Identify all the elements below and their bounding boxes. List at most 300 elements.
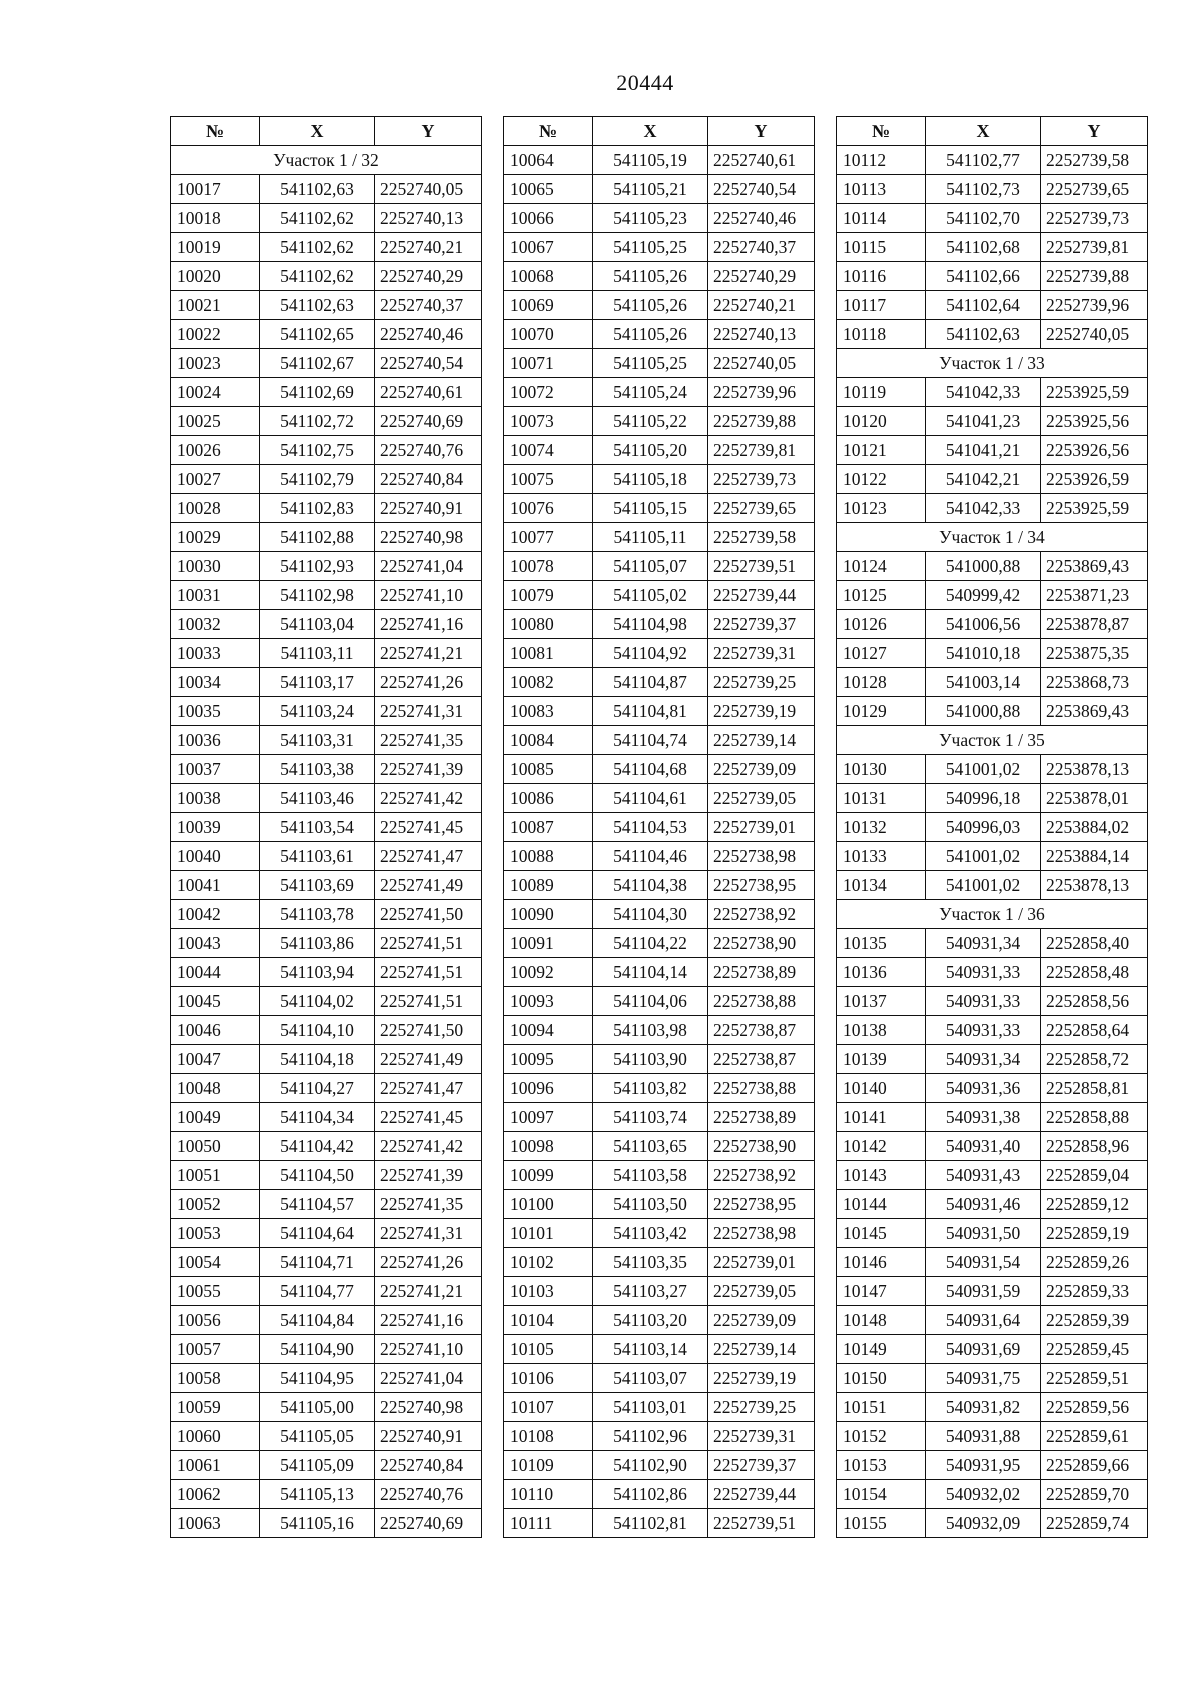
x-coordinate-cell: 541103,35 [593,1248,708,1277]
point-number-cell: 10121 [837,436,926,465]
section-title: Участок 1 / 34 [837,523,1148,552]
y-coordinate-cell: 2252741,45 [375,1103,482,1132]
table-row [837,813,1148,842]
table-row [504,958,815,987]
y-coordinate-cell: 2252741,21 [375,639,482,668]
point-number-cell: 10139 [837,1045,926,1074]
point-number-cell: 10089 [504,871,593,900]
x-coordinate-cell: 541103,50 [593,1190,708,1219]
y-coordinate-cell: 2252739,05 [708,784,815,813]
point-number-cell: 10103 [504,1277,593,1306]
point-number-cell: 10074 [504,436,593,465]
table-row [837,958,1148,987]
table-row [837,1335,1148,1364]
y-coordinate-cell: 2252739,44 [708,581,815,610]
table-row [504,842,815,871]
y-coordinate-cell: 2252740,54 [708,175,815,204]
y-coordinate-cell: 2253878,87 [1041,610,1148,639]
y-coordinate-cell: 2252859,33 [1041,1277,1148,1306]
y-coordinate-cell: 2252739,01 [708,813,815,842]
x-coordinate-cell: 541102,96 [593,1422,708,1451]
x-coordinate-cell: 541104,02 [260,987,375,1016]
point-number-cell: 10040 [171,842,260,871]
table-row [837,1306,1148,1335]
point-number-cell: 10118 [837,320,926,349]
header-y: Y [708,117,815,146]
x-coordinate-cell: 541102,93 [260,552,375,581]
x-coordinate-cell: 541104,57 [260,1190,375,1219]
point-number-cell: 10027 [171,465,260,494]
point-number-cell: 10100 [504,1190,593,1219]
y-coordinate-cell: 2253878,13 [1041,755,1148,784]
x-coordinate-cell: 541102,72 [260,407,375,436]
y-coordinate-cell: 2252741,26 [375,1248,482,1277]
y-coordinate-cell: 2252741,50 [375,1016,482,1045]
x-coordinate-cell: 541105,02 [593,581,708,610]
x-coordinate-cell: 541103,90 [593,1045,708,1074]
x-coordinate-cell: 541105,26 [593,291,708,320]
y-coordinate-cell: 2252738,89 [708,1103,815,1132]
y-coordinate-cell: 2252740,13 [708,320,815,349]
table-row [504,1393,815,1422]
table-row [837,146,1148,175]
header-x: X [593,117,708,146]
x-coordinate-cell: 540931,54 [926,1248,1041,1277]
y-coordinate-cell: 2252739,01 [708,1248,815,1277]
y-coordinate-cell: 2252740,84 [375,465,482,494]
y-coordinate-cell: 2252738,95 [708,1190,815,1219]
y-coordinate-cell: 2253925,59 [1041,378,1148,407]
y-coordinate-cell: 2252741,31 [375,697,482,726]
x-coordinate-cell: 541104,22 [593,929,708,958]
y-coordinate-cell: 2252740,61 [375,378,482,407]
point-number-cell: 10135 [837,929,926,958]
x-coordinate-cell: 541103,69 [260,871,375,900]
point-number-cell: 10060 [171,1422,260,1451]
point-number-cell: 10041 [171,871,260,900]
point-number-cell: 10084 [504,726,593,755]
x-coordinate-cell: 541105,22 [593,407,708,436]
point-number-cell: 10057 [171,1335,260,1364]
point-number-cell: 10069 [504,291,593,320]
y-coordinate-cell: 2253868,73 [1041,668,1148,697]
x-coordinate-cell: 541103,98 [593,1016,708,1045]
table-row [837,378,1148,407]
y-coordinate-cell: 2252859,66 [1041,1451,1148,1480]
table-row [171,1451,482,1480]
table-row [504,1451,815,1480]
x-coordinate-cell: 541103,31 [260,726,375,755]
table-row [837,1480,1148,1509]
y-coordinate-cell: 2252741,45 [375,813,482,842]
y-coordinate-cell: 2252741,26 [375,668,482,697]
point-number-cell: 10021 [171,291,260,320]
x-coordinate-cell: 541103,42 [593,1219,708,1248]
x-coordinate-cell: 540931,34 [926,1045,1041,1074]
y-coordinate-cell: 2252858,56 [1041,987,1148,1016]
x-coordinate-cell: 540931,34 [926,929,1041,958]
y-coordinate-cell: 2252859,12 [1041,1190,1148,1219]
point-number-cell: 10109 [504,1451,593,1480]
table-row [504,407,815,436]
y-coordinate-cell: 2252739,51 [708,552,815,581]
x-coordinate-cell: 541041,21 [926,436,1041,465]
x-coordinate-cell: 541042,21 [926,465,1041,494]
table-row [504,871,815,900]
x-coordinate-cell: 541104,14 [593,958,708,987]
header-y: Y [1041,117,1148,146]
x-coordinate-cell: 541104,95 [260,1364,375,1393]
y-coordinate-cell: 2252740,05 [375,175,482,204]
table-row [171,175,482,204]
x-coordinate-cell: 541103,78 [260,900,375,929]
y-coordinate-cell: 2252741,51 [375,958,482,987]
point-number-cell: 10143 [837,1161,926,1190]
section-title: Участок 1 / 32 [171,146,482,175]
y-coordinate-cell: 2252858,40 [1041,929,1148,958]
coordinates-table-1 [170,116,482,1538]
y-coordinate-cell: 2252739,65 [1041,175,1148,204]
y-coordinate-cell: 2252740,54 [375,349,482,378]
header-number: № [171,117,260,146]
point-number-cell: 10067 [504,233,593,262]
table-row [504,1074,815,1103]
section-row [837,523,1148,552]
table-row [837,1422,1148,1451]
table-row [504,784,815,813]
point-number-cell: 10107 [504,1393,593,1422]
table-row [504,378,815,407]
x-coordinate-cell: 540932,02 [926,1480,1041,1509]
point-number-cell: 10066 [504,204,593,233]
point-number-cell: 10071 [504,349,593,378]
x-coordinate-cell: 541103,11 [260,639,375,668]
table-header-row [504,117,815,146]
x-coordinate-cell: 541105,15 [593,494,708,523]
y-coordinate-cell: 2252858,72 [1041,1045,1148,1074]
table-row [171,1422,482,1451]
point-number-cell: 10022 [171,320,260,349]
y-coordinate-cell: 2253875,35 [1041,639,1148,668]
y-coordinate-cell: 2252739,81 [708,436,815,465]
point-number-cell: 10018 [171,204,260,233]
x-coordinate-cell: 541102,88 [260,523,375,552]
point-number-cell: 10153 [837,1451,926,1480]
point-number-cell: 10080 [504,610,593,639]
y-coordinate-cell: 2252739,31 [708,1422,815,1451]
point-number-cell: 10076 [504,494,593,523]
y-coordinate-cell: 2253926,59 [1041,465,1148,494]
y-coordinate-cell: 2252741,35 [375,1190,482,1219]
point-number-cell: 10039 [171,813,260,842]
x-coordinate-cell: 541105,26 [593,320,708,349]
table-row [504,204,815,233]
table-row [837,1074,1148,1103]
y-coordinate-cell: 2252741,49 [375,1045,482,1074]
y-coordinate-cell: 2252739,05 [708,1277,815,1306]
x-coordinate-cell: 541102,63 [926,320,1041,349]
point-number-cell: 10024 [171,378,260,407]
table-row [504,900,815,929]
point-number-cell: 10128 [837,668,926,697]
table-row [504,726,815,755]
y-coordinate-cell: 2253871,23 [1041,581,1148,610]
section-row [837,726,1148,755]
table-row [504,262,815,291]
y-coordinate-cell: 2252739,96 [708,378,815,407]
header-x: X [926,117,1041,146]
table-row [171,726,482,755]
table-row [504,1219,815,1248]
y-coordinate-cell: 2252739,96 [1041,291,1148,320]
table-row [504,581,815,610]
y-coordinate-cell: 2252740,61 [708,146,815,175]
table-row [837,320,1148,349]
x-coordinate-cell: 541001,02 [926,755,1041,784]
x-coordinate-cell: 541102,67 [260,349,375,378]
point-number-cell: 10019 [171,233,260,262]
point-number-cell: 10113 [837,175,926,204]
x-coordinate-cell: 541105,25 [593,349,708,378]
table-row [504,1190,815,1219]
y-coordinate-cell: 2252741,31 [375,1219,482,1248]
table-row [171,697,482,726]
point-number-cell: 10120 [837,407,926,436]
x-coordinate-cell: 541105,18 [593,465,708,494]
y-coordinate-cell: 2252859,26 [1041,1248,1148,1277]
y-coordinate-cell: 2252739,88 [1041,262,1148,291]
y-coordinate-cell: 2252741,51 [375,929,482,958]
point-number-cell: 10146 [837,1248,926,1277]
table-row [504,1161,815,1190]
point-number-cell: 10053 [171,1219,260,1248]
y-coordinate-cell: 2252739,25 [708,1393,815,1422]
x-coordinate-cell: 541104,81 [593,697,708,726]
point-number-cell: 10058 [171,1364,260,1393]
x-coordinate-cell: 541102,62 [260,233,375,262]
point-number-cell: 10140 [837,1074,926,1103]
table-row [171,1045,482,1074]
point-number-cell: 10141 [837,1103,926,1132]
y-coordinate-cell: 2252859,70 [1041,1480,1148,1509]
x-coordinate-cell: 541102,90 [593,1451,708,1480]
point-number-cell: 10136 [837,958,926,987]
x-coordinate-cell: 541103,74 [593,1103,708,1132]
point-number-cell: 10086 [504,784,593,813]
point-number-cell: 10131 [837,784,926,813]
x-coordinate-cell: 541105,16 [260,1509,375,1538]
point-number-cell: 10116 [837,262,926,291]
x-coordinate-cell: 541104,92 [593,639,708,668]
x-coordinate-cell: 541105,21 [593,175,708,204]
x-coordinate-cell: 541105,09 [260,1451,375,1480]
table-header-row [837,117,1148,146]
x-coordinate-cell: 541104,74 [593,726,708,755]
x-coordinate-cell: 541105,25 [593,233,708,262]
point-number-cell: 10044 [171,958,260,987]
point-number-cell: 10087 [504,813,593,842]
y-coordinate-cell: 2252738,89 [708,958,815,987]
table-row [837,204,1148,233]
point-number-cell: 10134 [837,871,926,900]
point-number-cell: 10081 [504,639,593,668]
y-coordinate-cell: 2252858,48 [1041,958,1148,987]
table-row [171,349,482,378]
point-number-cell: 10130 [837,755,926,784]
table-row [837,1451,1148,1480]
table-row [504,1045,815,1074]
table-row [837,1364,1148,1393]
x-coordinate-cell: 541105,20 [593,436,708,465]
table-row [504,1480,815,1509]
table-row [504,697,815,726]
y-coordinate-cell: 2252741,42 [375,784,482,813]
y-coordinate-cell: 2252741,16 [375,610,482,639]
table-row [837,291,1148,320]
y-coordinate-cell: 2252741,04 [375,1364,482,1393]
table-row [837,436,1148,465]
x-coordinate-cell: 540931,43 [926,1161,1041,1190]
x-coordinate-cell: 541105,23 [593,204,708,233]
y-coordinate-cell: 2252738,88 [708,1074,815,1103]
x-coordinate-cell: 540931,36 [926,1074,1041,1103]
header-number: № [837,117,926,146]
table-row [837,929,1148,958]
point-number-cell: 10144 [837,1190,926,1219]
point-number-cell: 10085 [504,755,593,784]
y-coordinate-cell: 2252738,90 [708,1132,815,1161]
y-coordinate-cell: 2252740,46 [708,204,815,233]
y-coordinate-cell: 2252740,84 [375,1451,482,1480]
x-coordinate-cell: 541103,20 [593,1306,708,1335]
y-coordinate-cell: 2252741,35 [375,726,482,755]
table-row [837,871,1148,900]
y-coordinate-cell: 2252739,51 [708,1509,815,1538]
point-number-cell: 10063 [171,1509,260,1538]
point-number-cell: 10050 [171,1132,260,1161]
point-number-cell: 10042 [171,900,260,929]
table-row [837,1103,1148,1132]
table-row [837,494,1148,523]
point-number-cell: 10119 [837,378,926,407]
section-row [837,900,1148,929]
table-row [171,1074,482,1103]
x-coordinate-cell: 541104,64 [260,1219,375,1248]
x-coordinate-cell: 540931,64 [926,1306,1041,1335]
y-coordinate-cell: 2252741,10 [375,1335,482,1364]
y-coordinate-cell: 2252740,76 [375,436,482,465]
point-number-cell: 10151 [837,1393,926,1422]
table-row [171,1277,482,1306]
point-number-cell: 10062 [171,1480,260,1509]
table-row [171,1393,482,1422]
y-coordinate-cell: 2252739,44 [708,1480,815,1509]
table-row [171,436,482,465]
point-number-cell: 10101 [504,1219,593,1248]
x-coordinate-cell: 540931,33 [926,1016,1041,1045]
y-coordinate-cell: 2252738,95 [708,871,815,900]
table-row [837,610,1148,639]
y-coordinate-cell: 2252740,05 [708,349,815,378]
y-coordinate-cell: 2252741,51 [375,987,482,1016]
y-coordinate-cell: 2252858,96 [1041,1132,1148,1161]
x-coordinate-cell: 541103,14 [593,1335,708,1364]
x-coordinate-cell: 541104,18 [260,1045,375,1074]
x-coordinate-cell: 541104,71 [260,1248,375,1277]
point-number-cell: 10055 [171,1277,260,1306]
point-number-cell: 10132 [837,813,926,842]
table-row [171,813,482,842]
table-row [504,320,815,349]
x-coordinate-cell: 540931,59 [926,1277,1041,1306]
y-coordinate-cell: 2252738,98 [708,1219,815,1248]
table-row [171,204,482,233]
point-number-cell: 10154 [837,1480,926,1509]
point-number-cell: 10148 [837,1306,926,1335]
y-coordinate-cell: 2252740,29 [375,262,482,291]
point-number-cell: 10045 [171,987,260,1016]
y-coordinate-cell: 2252859,45 [1041,1335,1148,1364]
table-row [504,552,815,581]
x-coordinate-cell: 541001,02 [926,871,1041,900]
y-coordinate-cell: 2252739,09 [708,755,815,784]
y-coordinate-cell: 2252859,39 [1041,1306,1148,1335]
x-coordinate-cell: 541001,02 [926,842,1041,871]
x-coordinate-cell: 541000,88 [926,697,1041,726]
y-coordinate-cell: 2252739,14 [708,726,815,755]
point-number-cell: 10070 [504,320,593,349]
point-number-cell: 10150 [837,1364,926,1393]
x-coordinate-cell: 541102,68 [926,233,1041,262]
x-coordinate-cell: 541102,83 [260,494,375,523]
point-number-cell: 10077 [504,523,593,552]
x-coordinate-cell: 541103,86 [260,929,375,958]
table-row [171,1335,482,1364]
table-row [171,1161,482,1190]
x-coordinate-cell: 541102,81 [593,1509,708,1538]
x-coordinate-cell: 541102,63 [260,291,375,320]
table-row [837,755,1148,784]
point-number-cell: 10017 [171,175,260,204]
y-coordinate-cell: 2252740,37 [708,233,815,262]
x-coordinate-cell: 541104,90 [260,1335,375,1364]
x-coordinate-cell: 541104,98 [593,610,708,639]
table-row [837,1161,1148,1190]
y-coordinate-cell: 2253878,13 [1041,871,1148,900]
table-row [504,1364,815,1393]
point-number-cell: 10052 [171,1190,260,1219]
x-coordinate-cell: 540931,46 [926,1190,1041,1219]
y-coordinate-cell: 2252739,19 [708,697,815,726]
table-row [504,668,815,697]
y-coordinate-cell: 2252741,47 [375,1074,482,1103]
x-coordinate-cell: 541105,00 [260,1393,375,1422]
y-coordinate-cell: 2253878,01 [1041,784,1148,813]
table-row [837,262,1148,291]
y-coordinate-cell: 2252740,91 [375,1422,482,1451]
y-coordinate-cell: 2252739,09 [708,1306,815,1335]
point-number-cell: 10102 [504,1248,593,1277]
x-coordinate-cell: 541042,33 [926,494,1041,523]
y-coordinate-cell: 2252739,73 [708,465,815,494]
table-row [171,784,482,813]
section-row [837,349,1148,378]
table-row [837,552,1148,581]
y-coordinate-cell: 2252739,65 [708,494,815,523]
y-coordinate-cell: 2252740,69 [375,1509,482,1538]
x-coordinate-cell: 541102,62 [260,204,375,233]
table-row [171,465,482,494]
